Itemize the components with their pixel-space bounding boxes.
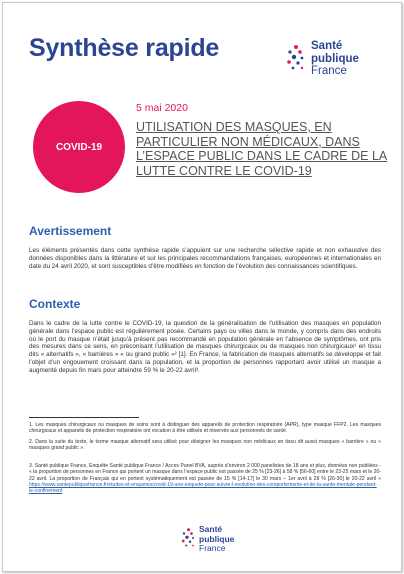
footnote-3-link[interactable]: https://www.santepubliquefrance.fr/etudes-et-enquetes/covid-19-une-enquete-pour-suivre-l-evolution-des-comportements-et-de-la-sante-mentale-pendant-le-confinement [29,481,377,495]
logo-line-2: publique [311,52,359,65]
footer-logo-line-2: publique [199,533,235,544]
heading-contexte: Contexte [29,297,81,311]
sante-publique-france-logo [286,40,366,86]
covid-badge-label: COVID-19 [55,141,103,153]
footer-logo-wordmark [199,525,234,554]
footer-dots-icon [181,527,196,549]
publication-date: 5 mai 2020 [136,102,188,114]
document-subtitle: UTILISATION DES MASQUES, EN PARTICULIER NON MÉDICAUX, DANS L’ESPACE PUBLIC DANS LE CADRE DE LA LUTTE CONTRE LE COVID-19 [136,120,388,178]
heading-avertissement: Avertissement [29,224,112,238]
logo-line-1: Santé [311,40,343,52]
footnote-separator [29,417,139,418]
footnote-2: 2. Dans la suite du texte, le terme masque alternatif sera utilisé pour désigner les masques non médicaux en tissu dit aussi masques « barrière » ou « masques grand public ». [29,439,381,452]
footnote-3 [29,463,381,494]
footer-logo [181,525,241,559]
footnote-3-text: 3. Santé publique France, Enquête Santé publique France / Acces Panel BVA, auprès d’environ 2 000 panelistes de 18 ans et plus, données non publiées - « la proportion de personnes en France qui portent un masque dans l’espace public est passée de 25 % [23-26] à 58 % [56-60] entre le 23-25 mars et le 20-22 avril. La proportion de Français qui en portent systématiquement est passée de 15 % [14-17] le 30 mars – 1er avril à 28 % [26-30] le 20-22 avril » [29,463,381,482]
logo-wordmark [311,40,359,78]
logo-line-3: France [311,65,347,77]
footer-logo-line-1: Santé [199,524,223,534]
sante-publique-dots-icon [286,44,306,72]
paragraph-contexte: Dans le cadre de la lutte contre le COVID-19, la question de la généralisation de l’utilisation des masques en population générale dans l’espace public est régulièrement posée. Certains pays ou villes dans le monde, y compris dans des endroits où le port du masque n’était jusqu’à présent pas recommandé en population générale en l’absence de symptômes, ont pris des mesures dans ce sens, en préconisant l’utilisation de masques chirurgicaux ou de masques non chirurgicaux¹ en tissu dits « alternatifs », « barrières » « ou grand public »² [1]. En France, la fabrication de masques alternatifs se développe et fait l’objet d’un engouement croissant dans la population, et la proportion de personnes rapportant avoir utilisé un masque a augmenté depuis fin mars pour atteindre 59 % le 20-22 avril³. [29,320,381,374]
page-title: Synthèse rapide [29,34,220,62]
paragraph-avertissement: Les éléments présentés dans cette synthèse rapide s’appuient sur une recherche sélective rapide et non exhaustive des données disponibles dans la littérature et sur les principales recommandations françaises, européennes et internationales en date du 24 avril 2020, et sont susceptibles d’être modifiées en fonction de l’évolution des connaissances scientifiques. [29,247,381,270]
footnote-1: 1. Les masques chirurgicaux ou masques de soins sont à distinguer des appareils de protection respiratoire (APR), type masque FFP2. Les masques chirurgicaux et appareils de protection respiratoire ont vocation à être utilisés et réservés aux personnels de santé. [29,422,381,435]
covid-badge [33,101,125,193]
footer-logo-line-3: France [199,543,226,553]
document-page [2,2,402,572]
